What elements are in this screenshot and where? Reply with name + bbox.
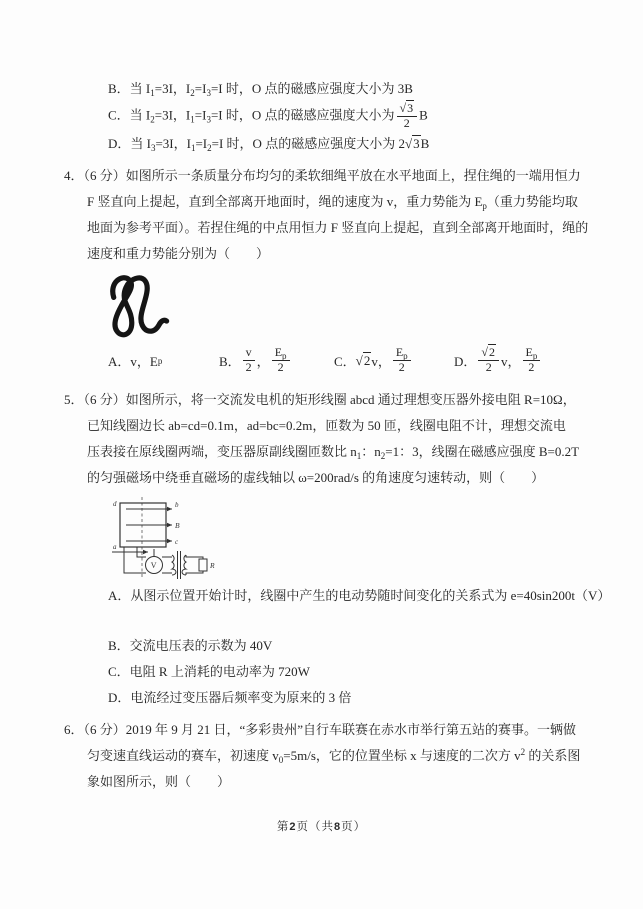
q4-options-row [64, 341, 579, 381]
question-4 [64, 163, 589, 381]
q4-text-line: 4．（6 分）如图所示一条质量分布均匀的柔软细绳平放在水平地面上，捏住绳的一端用恒力 [64, 167, 581, 183]
coil-label-a: a [113, 542, 117, 551]
q3-option-b: B．当 $I_1=3I$，$I_2=I_3=I$ 时，O 点的磁感应强度大小为 3B [108, 81, 413, 98]
page-footer: 第2页（共8页） [276, 821, 367, 833]
q5-text-line: 压表接在原线圈两端，变压器原副线圈匝数比 $n_1$：$n_2=1$：3，线圈在磁感应强度 B=0.2T [87, 443, 580, 461]
q5-text-line: 的匀强磁场中绕垂直磁场的虚线轴以 ω=200rad/s 的角速度匀速转动，则（ ） [87, 469, 545, 485]
coil-label-d: d [113, 499, 117, 508]
rope-figure [100, 271, 186, 339]
q4-option-d: D． $\frac{√2}{2}$ v， $\frac{E_p}{2}$ [454, 341, 542, 381]
q5-text-line: 5．（6 分）如图所示，将一交流发电机的矩形线圈 abcd 通过理想变压器外接电阻 R=10Ω， [64, 391, 576, 407]
q4-option-b: B． $\frac{v}{2}$ ， $\frac{E_p}{2}$ [219, 341, 292, 381]
field-label-B: B [175, 520, 180, 530]
q6-text-line: 匀变速直线运动的赛车，初速度 $v_0=5m/s$，它的位置坐标 x 与速度的二次方 $v^2$ 的关系图 [87, 746, 581, 765]
q6-text-line: 6．（6 分）2019 年 9 月 21 日，“多彩贵州”自行车联赛在赤水市举行第五站的赛事。一辆做 [64, 721, 577, 737]
coil-label-b: b [175, 500, 179, 509]
q5-text-line: 已知线圈边长 ab=cd=0.1m，ad=bc=0.2m，匝数为 50 匝，线圈电阻不计，理想交流电 [87, 417, 566, 433]
q4-text-line: 地面为参考平面）。若捏住绳的中点用恒力 F 竖直向上提起，直到全部离开地面时，绳的 [87, 219, 589, 235]
question-5 [64, 387, 611, 711]
page-content [64, 76, 611, 795]
q5-option-c: C．电阻 R 上消耗的电动率为 720W [108, 663, 310, 679]
q3-options [64, 76, 579, 157]
voltmeter-label: V [150, 560, 157, 570]
q5-option-b: B．交流电压表的示数为 40V [108, 637, 273, 653]
q3-option-d: D．当 $I_3=3I$，$I_1=I_2=I$ 时，O 点的磁感应强度大小为 2√3B [108, 135, 430, 153]
generator-circuit-figure [104, 495, 222, 581]
rope-path [113, 277, 167, 334]
q3-option-c: C．当 $I_2=3I$，$I_1=I_3=I$ 时，O 点的磁感应强度大小为 $\frac{√3}{2}$ B [108, 101, 428, 130]
q5-option-a: A．从图示位置开始计时，线圈中产生的电动势随时间变化的关系式为 e=40sin200t（V） [108, 587, 611, 603]
q4-option-c: C． √2 v， $\frac{E_p}{2}$ [334, 341, 413, 381]
coil-label-c: c [175, 537, 179, 546]
resistor-label: R [210, 560, 215, 570]
q4-text-line: 速度和重力势能分别为（ ） [87, 245, 270, 261]
q4-option-a: A．v，E p [108, 354, 163, 370]
q4-text-line: F 竖直向上提起，直到全部离开地面时，绳的速度为 v，重力势能为 $E_p$（重力势能均取 [87, 193, 578, 211]
q6-text-line: 象如图所示，则（ ） [87, 773, 231, 789]
q5-option-d: D．电流经过变压器后频率变为原来的 3 倍 [108, 689, 352, 705]
resistor-box [199, 559, 207, 571]
transformer [172, 551, 203, 579]
question-6 [64, 717, 579, 795]
